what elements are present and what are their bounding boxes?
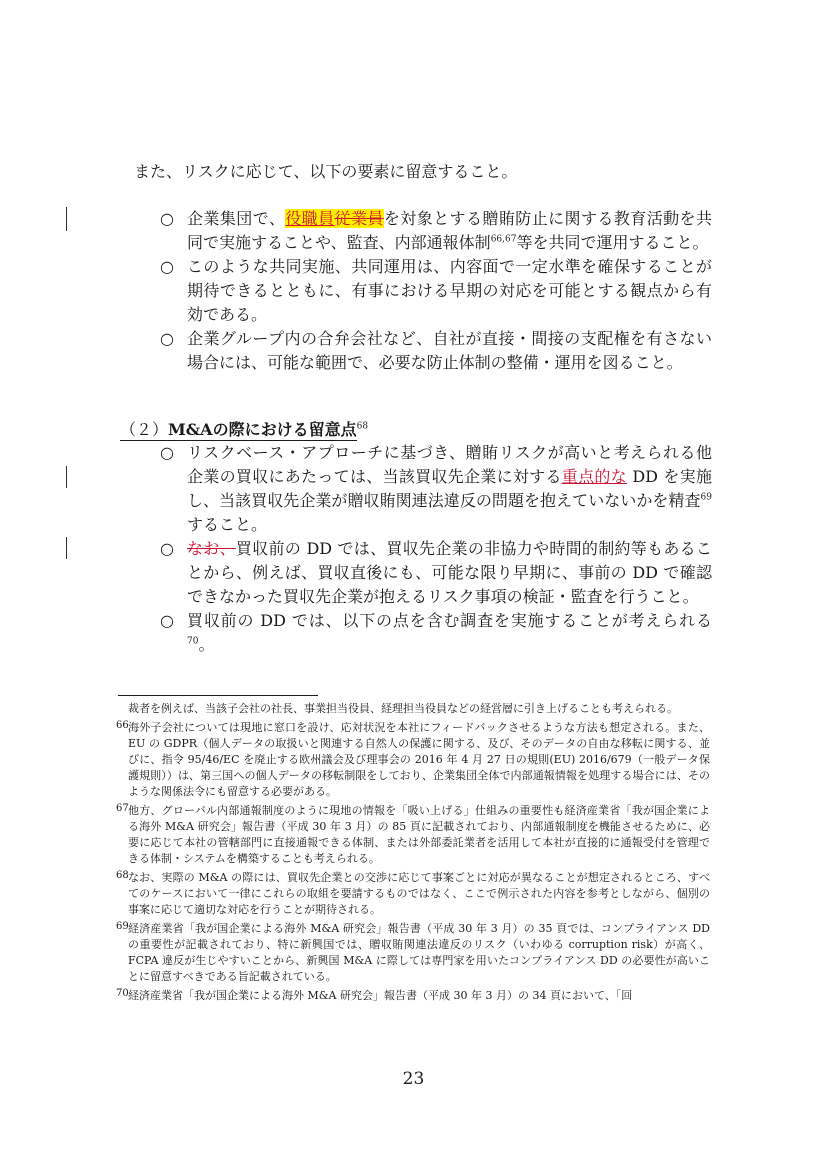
footnote-text: 海外子会社については現地に窓口を設け、応対状況を本社にフィードバックさせるような方法も想定される。また、EU の GDPR（個人データの取扱いと関連する自然人の保護に関する、及び、そのデータの自由な移転に関する、並びに、指令 95/46/EC を廃止する欧州議会及び理事会の 2016 年 4 月 27 日の規則(EU) 2016/679（一般データ保護規則））は、第三国への個人データの移転制限をしており、企業集団全体で内部通報情報を処理する場合には、そのような関係法令にも留意する必要がある。 (128, 721, 710, 798)
footnote-ref[interactable]: 66,67 (490, 234, 517, 245)
bullet-text: 企業集団で、 (187, 209, 286, 228)
bullet-item (160, 441, 712, 537)
deleted-text: なお、 (187, 539, 236, 558)
bullet-text: 。 (198, 635, 215, 654)
footnote (118, 870, 710, 918)
bullet-text: 等を共同で運用すること。 (516, 233, 709, 252)
footnote-text: 経済産業省「我が国企業による海外 M&A 研究会」報告書（平成 30 年 3 月）の 34 頁において、「回 (128, 989, 633, 1002)
change-bar (66, 207, 67, 231)
bullet-text: DD を実施し、当該買収先企業が贈収賄関連法違反の問題を抱えていないかを精査 (187, 467, 712, 510)
bullet-text: 買収前の DD では、以下の点を含む調査を実施することが考えられる (187, 611, 712, 630)
intro-paragraph: また、リスクに応じて、以下の要素に留意すること。 (134, 162, 518, 181)
footnote-number: 66 (116, 720, 129, 731)
footnote-ref[interactable]: 69 (700, 492, 712, 503)
bullet-mark: ○ (160, 443, 174, 462)
footnote-ref[interactable]: 70 (187, 636, 199, 647)
footnote (118, 988, 710, 1004)
footnote-text: なお、実際の M&A の際には、買収先企業との交渉に応じて事案ごとに対応が異なることが想定されるところ、すべてのケースにおいて一律にこれらの取組を要請するものではなく、ここで例示された内容を参考としながら、個別の事案に応じて適切な対応を行うことが期待される。 (128, 871, 710, 916)
footnote-text: 経済産業省「我が国企業による海外 M&A 研究会」報告書（平成 30 年 3 月）の 35 頁では、コンプライアンス DD の重要性が記載されており、特に新興国では、贈収賄関連法違反のリスク（いわゆる corruption risk）が高く、FCPA 違反が生じやすいことから、新興国 M&A に際しては専門家を用いたコンプライアンス DD の必要性が高いことに留意すべきである旨記載されている。 (128, 922, 710, 983)
change-bar (66, 537, 67, 559)
group-bullet-list (160, 207, 712, 375)
bullet-item (160, 537, 712, 609)
bullet-text: このような共同実施、共同運用は、内容面で一定水準を確保することが期待できるとともに、有事における早期の対応を可能とする観点から有効である。 (187, 257, 712, 324)
bullet-text: リスクベース・アプローチに基づき、贈賄リスクが高いと考えられる他企業の買収にあたっては、当該買収先企業に対する (187, 443, 712, 486)
bullet-mark: ○ (160, 257, 174, 276)
section-number: （２） (120, 420, 169, 439)
inserted-text: 役職員 (285, 209, 335, 228)
bullet-mark: ○ (160, 611, 174, 630)
footnote (118, 701, 710, 717)
footnote-text: 他方、グローバル内部通報制度のように現地の情報を「吸い上げる」仕組みの重要性も経済産業省「我が国企業による海外 M&A 研究会」報告書（平成 30 年 3 月）の 85 頁に記載されており、内部通報制度を機能させるために、必要に応じて本社の管轄部門に直接通報できる体制、または外部委託業者を活用して本社が直接的に通報受付を管理できる体制・システムを構築することも考えられる。 (128, 804, 710, 865)
bullet-mark: ○ (160, 209, 174, 228)
bullet-text: 企業グループ内の合弁会社など、自社が直接・間接の支配権を有さない場合には、可能な範囲で、必要な防止体制の整備・運用を図ること。 (187, 329, 712, 372)
footnote-number: 67 (116, 803, 129, 814)
ma-bullet-list (160, 441, 712, 657)
bullet-text: 買収前の DD では、買収先企業の非協力や時間的制約等もあることから、例えば、買収直後にも、可能な限り早期に、事前の DD で確認できなかった買収先企業が抱えるリスク事項の検証・監査を行うこと。 (187, 539, 712, 606)
footnote (118, 720, 710, 800)
footnote-text: 裁者を例えば、当該子会社の社長、事業担当役員、経理担当役員などの経営層に引き上げることも考えられる。 (128, 702, 678, 715)
bullet-item (160, 255, 712, 327)
section-title: M&Aの際における留意点 (168, 420, 357, 439)
footnote (118, 921, 710, 985)
footnote-number: 69 (116, 921, 129, 932)
footnotes (118, 701, 710, 1007)
bullet-item (160, 207, 712, 255)
footnote (118, 803, 710, 867)
deleted-text: 従業員 (334, 209, 384, 228)
bullet-item (160, 327, 712, 375)
bullet-text: を対象とする贈賄防止に関する教育活動を共同で実施することや、監査、内部通報体制 (187, 209, 712, 252)
inserted-text: 重点的な (561, 467, 627, 486)
bullet-text: すること。 (187, 515, 268, 534)
footnote-number: 70 (116, 988, 129, 999)
bullet-mark: ○ (160, 329, 174, 348)
footnote-separator (118, 695, 318, 696)
page-number: 23 (402, 1069, 425, 1089)
bullet-item (160, 609, 712, 657)
change-bar (66, 466, 67, 488)
bullet-mark: ○ (160, 539, 174, 558)
section-heading (120, 418, 368, 442)
footnote-ref[interactable]: 68 (356, 421, 369, 432)
footnote-number: 68 (116, 870, 129, 881)
